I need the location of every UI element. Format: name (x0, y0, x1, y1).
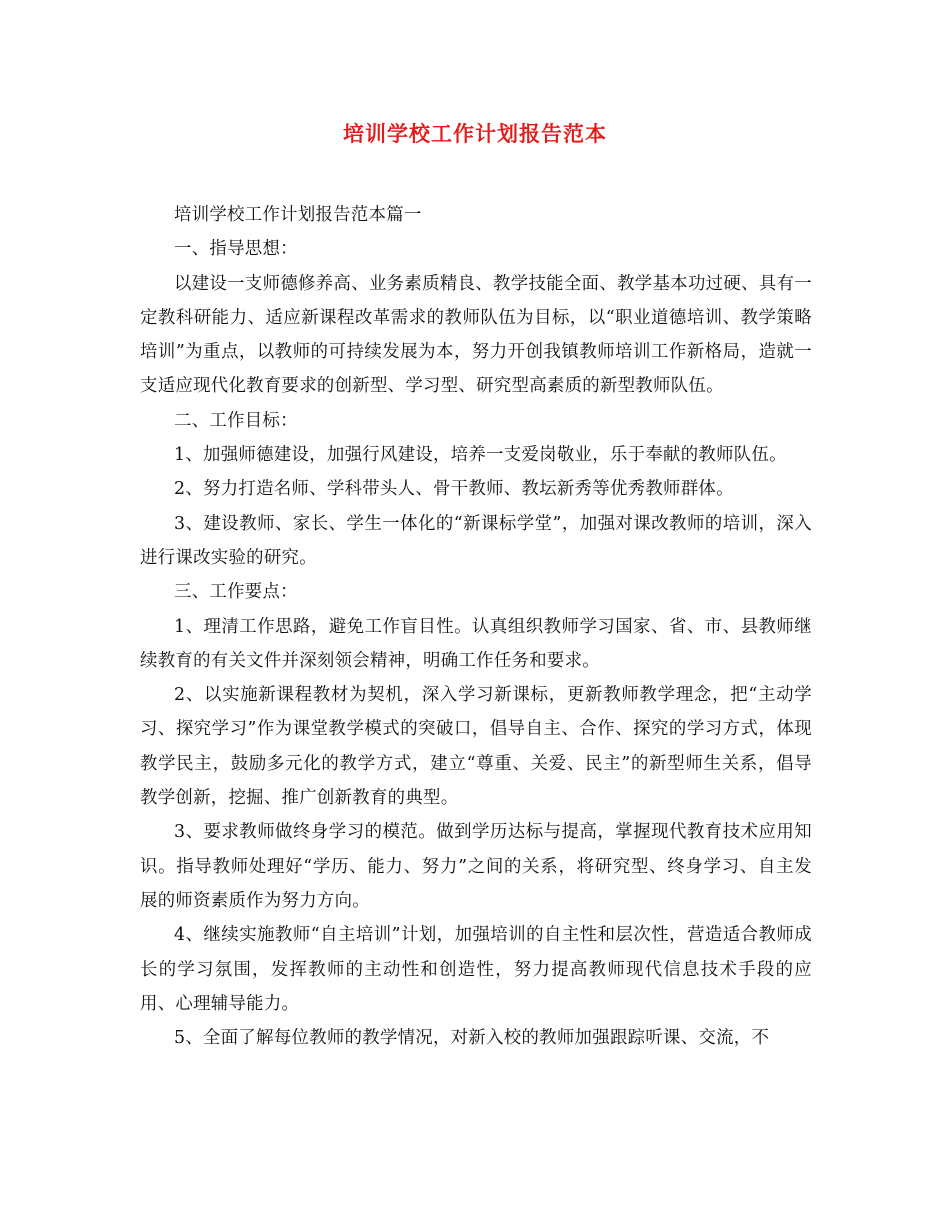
document-body (140, 198, 812, 1055)
document-title: 培训学校工作计划报告范本 (343, 121, 607, 146)
work-point-4: 4、继续实施教师“自主培训”计划，加强培训的自主性和层次性，营造适合教师成长的学习氛围，发挥教师的主动性和创造性，努力提高教师现代信息技术手段的应用、心理辅导能力。 (140, 925, 812, 1014)
heading-guiding-ideology: 一、指导思想： (174, 239, 298, 260)
work-point-1: 1、理清工作思路，避免工作盲目性。认真组织教师学习国家、省、市、县教师继续教育的有关文件并深刻领会精神，明确工作任务和要求。 (140, 616, 812, 671)
heading-work-points: 三、工作要点： (174, 582, 298, 603)
goal-item-1: 1、加强师德建设，加强行风建设，培养一支爱岗敬业，乐于奉献的教师队伍。 (174, 445, 787, 466)
work-point-3: 3、要求教师做终身学习的模范。做到学历达标与提高，掌握现代教育技术应用知识。指导教师处理好“学历、能力、努力”之间的关系，将研究型、终身学习、自主发展的师资素质作为努力方向。 (140, 822, 812, 911)
paragraph-guiding-ideology: 以建设一支师德修养高、业务素质精良、教学技能全面、教学基本功过硬、具有一定教科研能力、适应新课程改革需求的教师队伍为目标，以“职业道德培训、教学策略培训”为重点，以教师的可持续发展为本，努力开创我镇教师培训工作新格局，造就一支适应现代化教育要求的创新型、学习型、研究型高素质的新型教师队伍。 (140, 273, 812, 397)
section-subtitle: 培训学校工作计划报告范本篇一 (174, 205, 422, 225)
work-point-5: 5、全面了解每位教师的教学情况，对新入校的教师加强跟踪听课、交流，不 (174, 1028, 770, 1049)
work-point-2: 2、以实施新课程教材为契机，深入学习新课标，更新教师教学理念，把“主动学习、探究学习”作为课堂教学模式的突破口，倡导自主、合作、探究的学习方式，体现教学民主，鼓励多元化的教学方式，建立“尊重、关爱、民主”的新型师生关系，倡导教学创新，挖掘、推广创新教育的典型。 (140, 685, 812, 809)
goal-item-3: 3、建设教师、家长、学生一体化的“新课标学堂”，加强对课改教师的培训，深入进行课改实验的研究。 (140, 513, 812, 568)
heading-work-goals: 二、工作目标： (174, 410, 298, 431)
goal-item-2: 2、努力打造名师、学科带头人、骨干教师、教坛新秀等优秀教师群体。 (174, 479, 734, 500)
